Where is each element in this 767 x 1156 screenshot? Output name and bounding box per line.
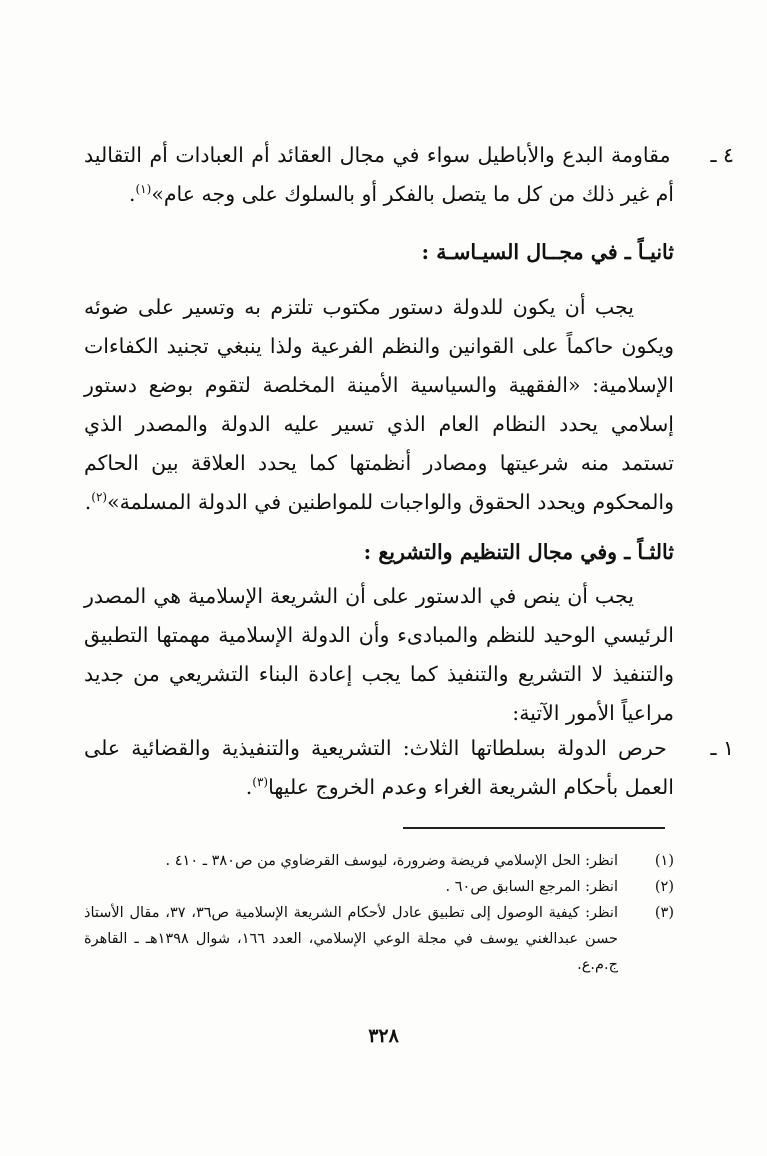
footnote-mark: (٢) [654,879,674,895]
footnote-text: انظر: الحل الإسلامي فريضة وضرورة، ليوسف القرضاوي من ص٣٨٠ ـ ٤١٠ . [165,853,618,869]
page-number: ٣٢٨ [368,1025,399,1047]
list-item-text: مقاومة البدع والأباطيل سواء في مجال العقائد أم العبادات أم التقاليد أم غير ذلك من كل ما يتصل بالفكر أو بالسلوك على وجه عام» [84,143,674,206]
footnote-ref: (١) [135,182,152,197]
paragraph-politics [84,288,674,522]
footnote-ref: (٣) [252,775,269,790]
paragraph-legislation: يجب أن ينص في الدستور على أن الشريعة الإسلامية هي المصدر الرئيسي الوحيد للنظم والمبادىء وأن الدولة الإسلامية مهمتها التطبيق والتنفيذ لا التشريع والتنفيذ كما يجب إعادة البناء التشريعي من جديد مراعياً الأمور الآتية: [84,584,674,725]
footnote-mark: (١) [654,853,674,869]
footnote-text: انظر: كيفية الوصول إلى تطبيق عادل لأحكام الشريعة الإسلامية ص٣٦، ٣٧، مقال الأستاذ حسن عبدالغني يوسف في مجلة الوعي الإسلامي، العدد ١٦٦، شوال ١٣٩٨هـ ـ القاهرة ج.م.ع. [84,905,618,973]
footnote-ref: (٢) [91,490,108,505]
footnote-mark: (٣) [654,905,674,921]
list-item-number: ١ ـ [710,736,734,760]
list-item-4 [84,136,734,214]
footnote-3 [84,900,674,978]
footnote-text: انظر: المرجع السابق ص٦٠ . [445,879,618,895]
list-item-number: ٤ ـ [710,143,734,167]
sentence-end: . [84,490,92,514]
list-item-text: حرص الدولة بسلطاتها الثلاث: التشريعية والتنفيذية والقضائية على العمل بأحكام الشريعة الغراء وعدم الخروج عليها [84,736,674,799]
section-heading-politics: ثانيـاً ـ في مجــال السيـاسـة : [421,240,674,264]
footnotes [84,848,674,978]
paragraph-text: يجب أن يكون للدولة دستور مكتوب تلتزم به وتسير على ضوئه ويكون حاكماً على القوانين والنظم الفرعية ولذا ينبغي تجنيد الكفاءات الإسلامية: «الفقهية والسياسية الأمينة المخلصة لتقوم بوضع دستور إسلامي يحدد النظام العام الذي تسير عليه الدولة والمصدر الذي تستمد منه شرعيتها ومصادر أنظمتها كما يحدد العلاقة بين الحاكم والمحكوم ويحدد الحقوق والواجبات للمواطنين في الدولة المسلمة» [84,295,674,514]
footnote-2 [84,874,674,900]
sentence-end: . [128,182,136,206]
footnote-1 [84,848,674,874]
sentence-end: . [245,775,253,799]
section-heading-legislation: ثالثـاً ـ وفي مجال التنظيم والتشريع : [363,540,674,564]
footnote-divider [403,827,665,829]
list-item-1 [84,729,734,807]
